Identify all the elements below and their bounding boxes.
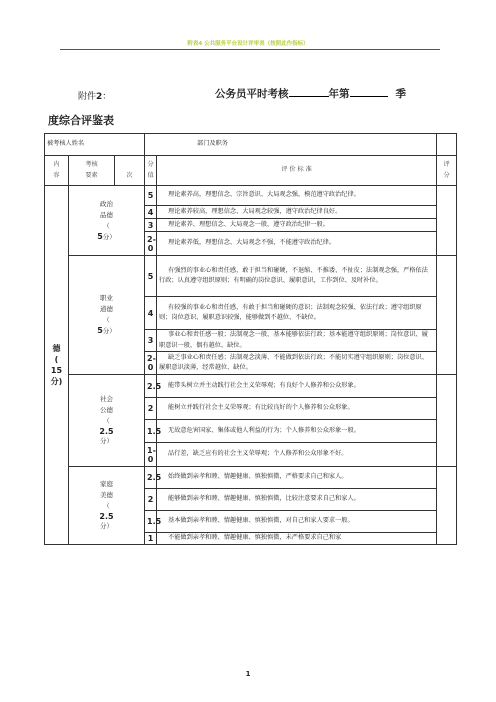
standard-text: 有较强的事业心和责任感，有敢于担当和碰硬的意识；法制观念较强、依法行政；遵守组织原则；岗位意识、履职意识较强，能够做到不越位、不缺位。 — [157, 297, 437, 330]
score-cell: 2-0 — [145, 232, 157, 256]
name-label: 被考核人姓名 — [45, 134, 145, 156]
rating-cell[interactable] — [437, 467, 457, 545]
header-rule — [60, 49, 440, 50]
group-professional: 职业 道德 （ 5分） — [69, 256, 145, 375]
score-cell: 1 — [145, 533, 157, 545]
score-cell: 1.5 — [145, 511, 157, 533]
form-title-line2: 度综合评鉴表 — [48, 114, 114, 127]
standard-text: 不能做到亲孝和睦、情趣健康、慎独慎微，未严格要求自己和家 — [157, 533, 437, 545]
standard-text: 品行差，缺乏应有的社会主义荣辱观；个人修养和公众形象不好。 — [157, 443, 437, 467]
group-political: 政治 品德 （ 5分） — [69, 186, 145, 256]
header-item: 考核 要素 — [69, 156, 115, 186]
score-cell: 2 — [145, 398, 157, 420]
appendix-number: 2 — [96, 92, 103, 102]
standard-text: 基本做到亲孝和睦、情趣健康、慎独慎微，对自己和家人要求一般。 — [157, 511, 437, 533]
score-cell: 3 — [145, 330, 157, 352]
standard-text: 无故意危害国家、集体或他人利益的行为；个人修养和公众形象一般。 — [157, 420, 437, 443]
score-cell: 3 — [145, 219, 157, 232]
score-cell: 2.5 — [145, 467, 157, 489]
header-score: 分 值 — [145, 156, 157, 186]
score-cell: 5 — [145, 186, 157, 206]
year-blank — [289, 86, 329, 97]
standard-text: 理论素养低，理想信念、大局观念不强，不能遵守政治纪律。 — [157, 232, 437, 256]
score-cell: 4 — [145, 297, 157, 330]
standard-text: 理论素养、理想信念、大局观念一般，遵守政治纪律一般。 — [157, 219, 437, 232]
score-cell: 2 — [145, 489, 157, 511]
group-family: 家庭 美德 （ 2.5 分） — [69, 467, 145, 545]
standard-text: 能够做到亲孝和睦、情趣健康、慎独慎微，比较注意要求自己和家人。 — [157, 489, 437, 511]
rating-cell[interactable] — [437, 375, 457, 467]
standard-text: 有强烈的事业心和责任感，敢于担当和碰硬，不退缩、不推诿、不扯皮；法制观念强，严格依法行政；认真遵守组织原则；有明确的岗位意识、履职意识，工作到位、及时补位。 — [157, 256, 437, 297]
standard-text: 理论素养较高，理想信念、大局观念较强，遵守政治纪律良好。 — [157, 206, 437, 219]
standard-text: 理论素养高，理想信念、宗旨意识、大局观念强，模范遵守政治纪律。 — [157, 186, 437, 206]
page-number: 1 — [245, 670, 251, 678]
section-morality: 德 ( 15 分) — [45, 186, 69, 545]
score-cell: 4 — [145, 206, 157, 219]
score-cell: 1-0 — [145, 443, 157, 467]
standard-text: 始终做到亲孝和睦、情趣健康、慎独慎微，严格要求自己和家人。 — [157, 467, 437, 489]
season-blank — [350, 86, 388, 97]
score-cell: 5 — [145, 256, 157, 297]
dept-label: 部门及职务 — [145, 134, 437, 156]
score-cell: 2-0 — [145, 352, 157, 375]
group-social: 社会 公德 （ 2.5 分） — [69, 375, 145, 467]
score-cell: 2.5 — [145, 375, 157, 398]
rating-cell[interactable] — [437, 256, 457, 375]
appendix-label: 附件2： — [78, 92, 112, 102]
header-rating: 评 分 — [437, 156, 457, 186]
header-standard: 评 价 标 准 — [157, 156, 437, 186]
page-header: 附表4 公共服务平台设计评审表（按照此作指标） — [187, 41, 309, 47]
standard-text: 缺乏事业心和责任感；法制观念淡薄、不能做到依法行政；不能切实遵守组织原则；岗位意识、履职意识淡薄，经常越位、缺位。 — [157, 352, 437, 375]
header-order: 次 — [115, 156, 145, 186]
evaluation-table — [44, 133, 457, 545]
standard-text: 能带头树立并主动践行社会主义荣辱观；有良好个人修养和公众形象。 — [157, 375, 437, 398]
form-title: 公务员平时考核 年第 季 — [215, 88, 406, 100]
rating-cell[interactable] — [437, 186, 457, 256]
header-content: 内 容 — [45, 156, 69, 186]
dept-value[interactable] — [437, 134, 457, 156]
standard-text: 事业心和责任感一般；法制观念一般、基本能够依法行政；基本能遵守组织原则；岗位意识、履职意识一般，偶有越位、缺位。 — [157, 330, 437, 352]
score-cell: 1.5 — [145, 420, 157, 443]
standard-text: 能树立并践行社会主义荣辱观；有比较良好的个人修养和公众形象。 — [157, 398, 437, 420]
